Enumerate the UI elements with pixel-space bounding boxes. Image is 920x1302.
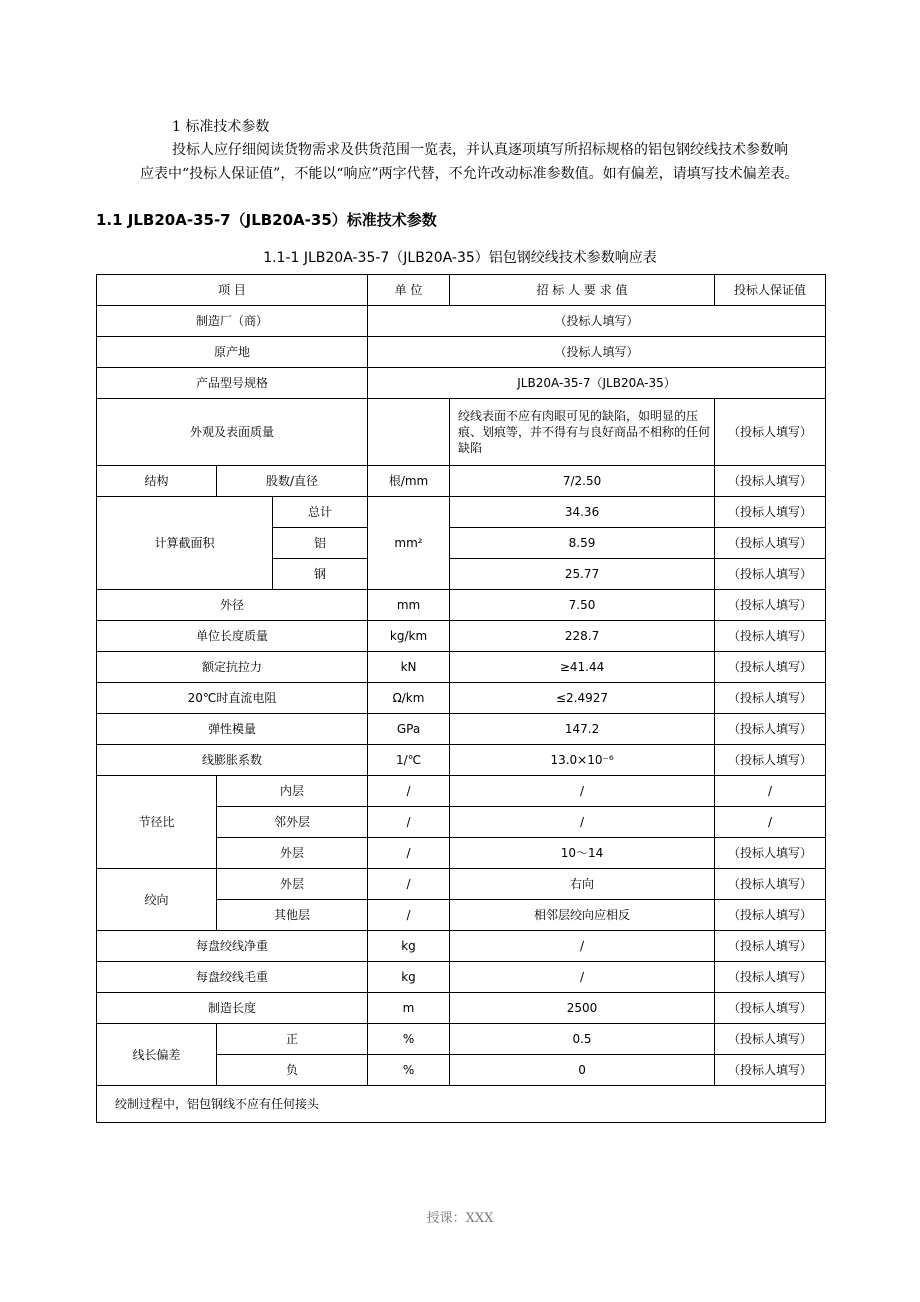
row-label: 外径	[97, 590, 368, 621]
row-label: 线长偏差	[97, 1024, 217, 1086]
unit-cell: %	[368, 1024, 450, 1055]
table-row	[97, 1024, 826, 1055]
required-value: 7/2.50	[450, 466, 715, 497]
table-row	[97, 745, 826, 776]
unit-cell: %	[368, 1055, 450, 1086]
header-row	[97, 275, 826, 306]
table-row	[97, 306, 826, 337]
required-value: 2500	[450, 993, 715, 1024]
sub-label: 股数/直径	[217, 466, 368, 497]
unit-cell: 1/℃	[368, 745, 450, 776]
header-required: 招 标 人 要 求 值	[450, 275, 715, 306]
required-value: 147.2	[450, 714, 715, 745]
unit-cell: /	[368, 807, 450, 838]
row-label: 原产地	[97, 337, 368, 368]
required-value: 0	[450, 1055, 715, 1086]
remark-row	[97, 1086, 826, 1123]
unit-cell: kg	[368, 962, 450, 993]
unit-cell: m	[368, 993, 450, 1024]
unit-cell: /	[368, 838, 450, 869]
table-row	[97, 993, 826, 1024]
row-label: 节径比	[97, 776, 217, 869]
table-row	[97, 962, 826, 993]
model-value: JLB20A-35-7（JLB20A-35）	[368, 368, 826, 399]
required-value: 绞线表面不应有肉眼可见的缺陷，如明显的压痕、划痕等，并不得有与良好商品不相称的任何缺陷	[450, 399, 715, 466]
required-value: 相邻层绞向应相反	[450, 900, 715, 931]
table-row	[97, 652, 826, 683]
row-label: 额定抗拉力	[97, 652, 368, 683]
required-value: 10～14	[450, 838, 715, 869]
header-item: 项 目	[97, 275, 368, 306]
sub-label: 钢	[273, 559, 368, 590]
fill-cell[interactable]: （投标人填写）	[368, 306, 826, 337]
required-value: 7.50	[450, 590, 715, 621]
unit-cell: /	[368, 900, 450, 931]
required-value: 0.5	[450, 1024, 715, 1055]
row-label: 制造长度	[97, 993, 368, 1024]
guarantee-cell[interactable]: （投标人填写）	[715, 683, 826, 714]
table-row	[97, 466, 826, 497]
sub-label: 正	[217, 1024, 368, 1055]
row-label: 结构	[97, 466, 217, 497]
guarantee-cell[interactable]: （投标人填写）	[715, 621, 826, 652]
unit-cell: /	[368, 776, 450, 807]
row-label: 制造厂（商）	[97, 306, 368, 337]
required-value: 8.59	[450, 528, 715, 559]
required-value: 228.7	[450, 621, 715, 652]
table-row	[97, 497, 826, 528]
sub-label: 外层	[217, 838, 368, 869]
row-label: 20℃时直流电阻	[97, 683, 368, 714]
sub-label: 外层	[217, 869, 368, 900]
instruction-paragraph: 投标人应仔细阅读货物需求及供货范围一览表，并认真逐项填写所招标规格的铝包钢绞线技术参数响应表中“投标人保证值”，不能以“响应”两字代替，不允许改动标准参数值。如有偏差，请填写技术偏差表。	[140, 142, 799, 182]
row-label: 单位长度质量	[97, 621, 368, 652]
fill-cell[interactable]: （投标人填写）	[368, 337, 826, 368]
table-row	[97, 368, 826, 399]
required-value: /	[450, 776, 715, 807]
table-row	[97, 776, 826, 807]
required-value: ≤2.4927	[450, 683, 715, 714]
table-row	[97, 399, 826, 466]
row-label: 产品型号规格	[97, 368, 368, 399]
sub-label: 内层	[217, 776, 368, 807]
guarantee-cell[interactable]: （投标人填写）	[715, 466, 826, 497]
guarantee-cell[interactable]: （投标人填写）	[715, 399, 826, 466]
row-label: 计算截面积	[97, 497, 273, 590]
unit-cell: /	[368, 869, 450, 900]
required-value: /	[450, 807, 715, 838]
guarantee-cell[interactable]: （投标人填写）	[715, 745, 826, 776]
guarantee-cell[interactable]: （投标人填写）	[715, 652, 826, 683]
row-label: 弹性模量	[97, 714, 368, 745]
guarantee-cell[interactable]: （投标人填写）	[715, 993, 826, 1024]
header-guaranteed: 投标人保证值	[715, 275, 826, 306]
row-label: 每盘绞线毛重	[97, 962, 368, 993]
unit-cell: kN	[368, 652, 450, 683]
table-row	[97, 621, 826, 652]
unit-cell: kg	[368, 931, 450, 962]
table-row	[97, 337, 826, 368]
required-value: 34.36	[450, 497, 715, 528]
unit-cell: 根/mm	[368, 466, 450, 497]
required-value: 13.0×10⁻⁶	[450, 745, 715, 776]
row-label: 线膨胀系数	[97, 745, 368, 776]
guarantee-cell[interactable]: （投标人填写）	[715, 869, 826, 900]
guarantee-cell: /	[715, 807, 826, 838]
table-caption: 1.1-1 JLB20A-35-7（JLB20A-35）铝包钢绞线技术参数响应表	[263, 250, 657, 266]
table-row	[97, 869, 826, 900]
guarantee-cell[interactable]: （投标人填写）	[715, 590, 826, 621]
guarantee-cell[interactable]: （投标人填写）	[715, 528, 826, 559]
required-value: /	[450, 962, 715, 993]
guarantee-cell: /	[715, 776, 826, 807]
page-footer: 授课：XXX	[426, 1211, 494, 1226]
guarantee-cell[interactable]: （投标人填写）	[715, 962, 826, 993]
guarantee-cell[interactable]: （投标人填写）	[715, 1024, 826, 1055]
spec-table	[96, 274, 826, 1123]
row-label: 外观及表面质量	[97, 399, 368, 466]
sub-label: 负	[217, 1055, 368, 1086]
table-row	[97, 683, 826, 714]
guarantee-cell[interactable]: （投标人填写）	[715, 838, 826, 869]
unit-cell: kg/km	[368, 621, 450, 652]
unit-cell: mm²	[368, 497, 450, 590]
required-value: 右向	[450, 869, 715, 900]
required-value: ≥41.44	[450, 652, 715, 683]
sub-label: 总计	[273, 497, 368, 528]
section-heading: 1 标准技术参数	[172, 119, 270, 135]
guarantee-cell[interactable]: （投标人填写）	[715, 931, 826, 962]
guarantee-cell[interactable]: （投标人填写）	[715, 1055, 826, 1086]
unit-cell: GPa	[368, 714, 450, 745]
sub-label: 邻外层	[217, 807, 368, 838]
guarantee-cell[interactable]: （投标人填写）	[715, 714, 826, 745]
row-label: 绞向	[97, 869, 217, 931]
unit-cell: mm	[368, 590, 450, 621]
table-row	[97, 714, 826, 745]
subsection-heading: 1.1 JLB20A-35-7（JLB20A-35）标准技术参数	[96, 211, 437, 229]
required-value: 25.77	[450, 559, 715, 590]
sub-label: 其他层	[217, 900, 368, 931]
guarantee-cell[interactable]: （投标人填写）	[715, 559, 826, 590]
sub-label: 铝	[273, 528, 368, 559]
row-label: 每盘绞线净重	[97, 931, 368, 962]
unit-cell: Ω/km	[368, 683, 450, 714]
unit-cell	[368, 399, 450, 466]
header-unit: 单 位	[368, 275, 450, 306]
guarantee-cell[interactable]: （投标人填写）	[715, 497, 826, 528]
table-row	[97, 590, 826, 621]
table-row	[97, 931, 826, 962]
guarantee-cell[interactable]: （投标人填写）	[715, 900, 826, 931]
remark-text: 绞制过程中，铝包钢线不应有任何接头	[97, 1086, 826, 1123]
required-value: /	[450, 931, 715, 962]
